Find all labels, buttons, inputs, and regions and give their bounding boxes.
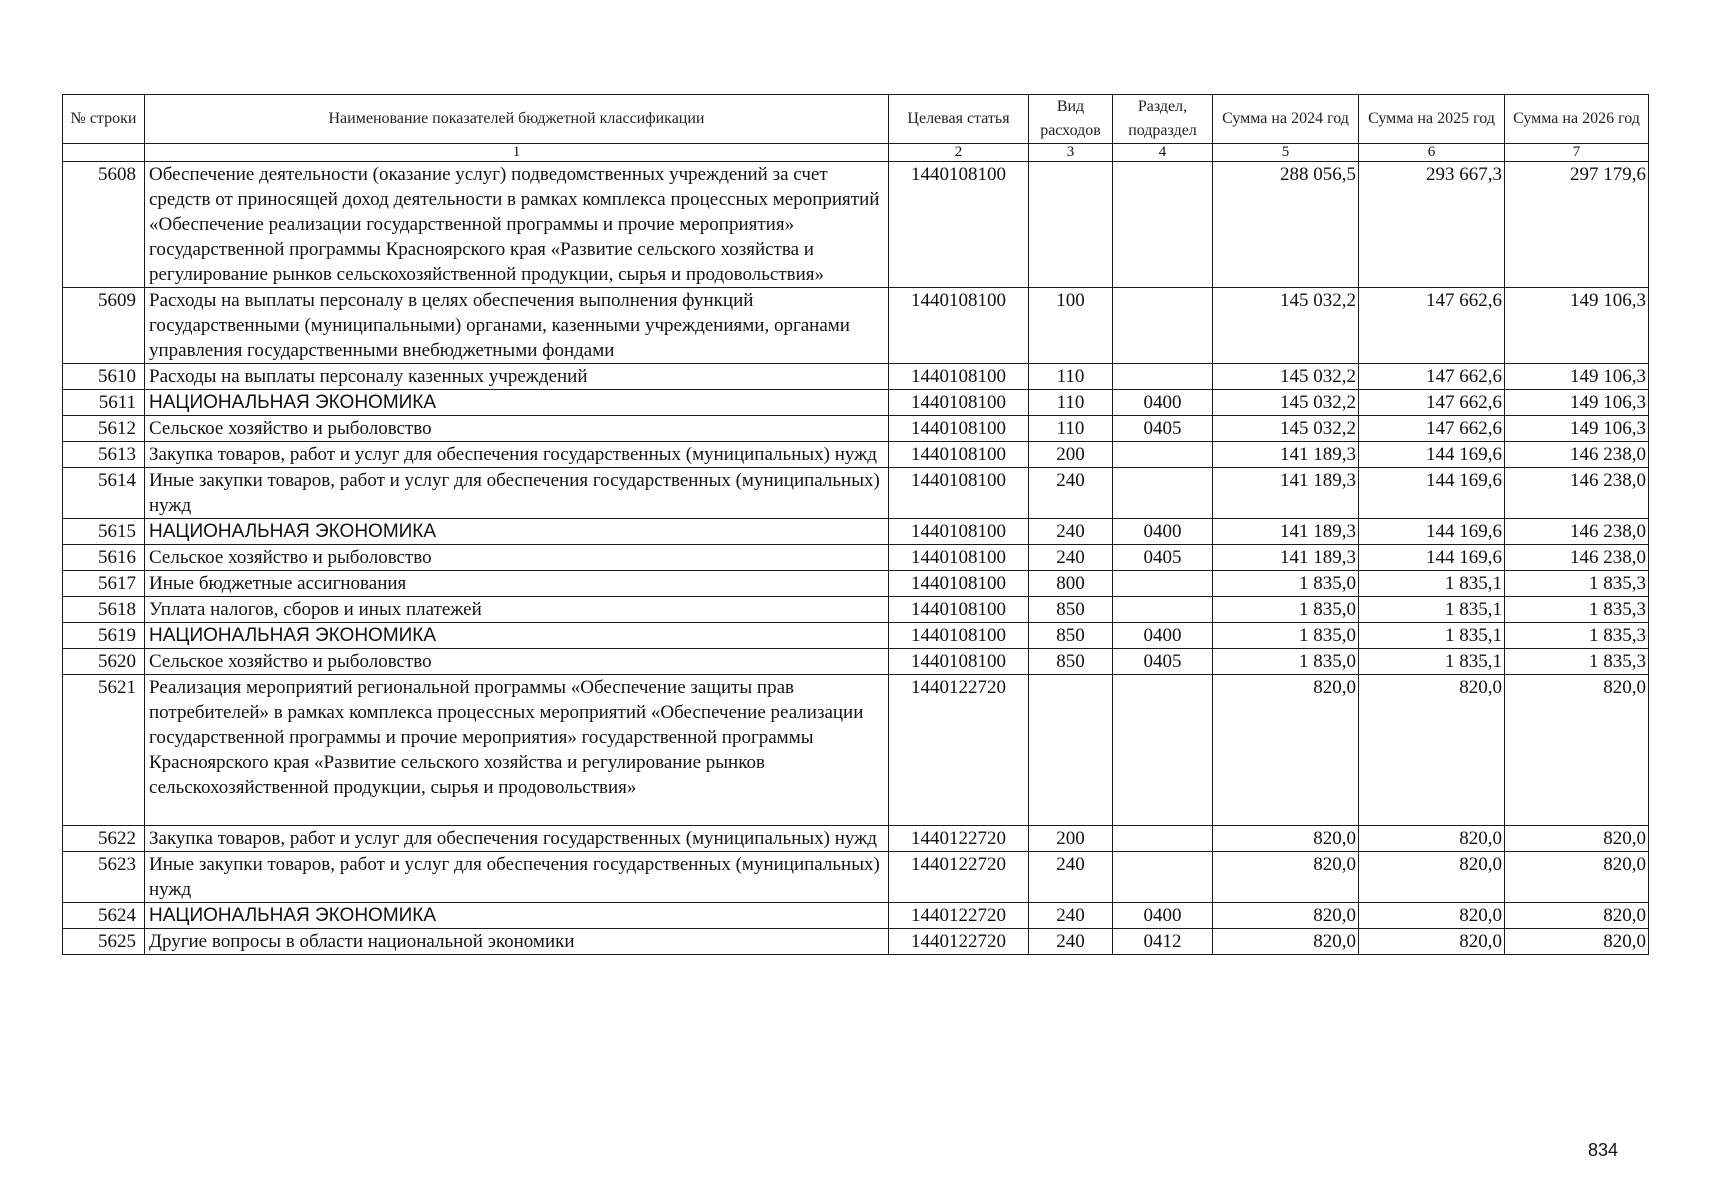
row-sum-2025: 820,0 (1359, 929, 1505, 955)
row-sum-2026: 820,0 (1505, 675, 1649, 826)
header-name: Наименование показателей бюджетной классификации (145, 95, 889, 144)
table-row (63, 288, 1649, 364)
row-target-code: 1440108100 (889, 162, 1029, 288)
row-sum-2025: 147 662,6 (1359, 416, 1505, 442)
header-sum-2024: Сумма на 2024 год (1213, 95, 1359, 144)
row-sum-2026: 1 835,3 (1505, 597, 1649, 623)
row-number: 5625 (63, 929, 145, 955)
row-sum-2025: 147 662,6 (1359, 390, 1505, 416)
row-sum-2025: 144 169,6 (1359, 519, 1505, 545)
header-sum-2025: Сумма на 2025 год (1359, 95, 1505, 144)
row-section: 0400 (1113, 519, 1213, 545)
row-name: Сельское хозяйство и рыболовство (145, 545, 889, 571)
row-sum-2024: 145 032,2 (1213, 364, 1359, 390)
row-expense-kind: 110 (1029, 390, 1113, 416)
column-index: 3 (1029, 144, 1113, 162)
row-sum-2025: 820,0 (1359, 903, 1505, 929)
row-sum-2025: 293 667,3 (1359, 162, 1505, 288)
row-sum-2026: 1 835,3 (1505, 623, 1649, 649)
row-sum-2025: 820,0 (1359, 675, 1505, 826)
row-sum-2026: 149 106,3 (1505, 390, 1649, 416)
row-target-code: 1440108100 (889, 571, 1029, 597)
table-row (63, 852, 1649, 903)
row-sum-2025: 1 835,1 (1359, 649, 1505, 675)
table-row (63, 929, 1649, 955)
table-row (63, 826, 1649, 852)
row-expense-kind: 240 (1029, 852, 1113, 903)
row-target-code: 1440108100 (889, 364, 1029, 390)
row-target-code: 1440108100 (889, 649, 1029, 675)
row-name: Другие вопросы в области национальной экономики (145, 929, 889, 955)
table-row (63, 162, 1649, 288)
table-row (63, 468, 1649, 519)
row-number: 5616 (63, 545, 145, 571)
row-name: Закупка товаров, работ и услуг для обеспечения государственных (муниципальных) нужд (145, 442, 889, 468)
row-sum-2026: 146 238,0 (1505, 442, 1649, 468)
row-target-code: 1440108100 (889, 623, 1029, 649)
row-number: 5611 (63, 390, 145, 416)
row-section (1113, 826, 1213, 852)
row-number: 5610 (63, 364, 145, 390)
row-sum-2024: 141 189,3 (1213, 545, 1359, 571)
row-section: 0400 (1113, 623, 1213, 649)
row-target-code: 1440122720 (889, 675, 1029, 826)
row-sum-2026: 820,0 (1505, 903, 1649, 929)
row-sum-2026: 297 179,6 (1505, 162, 1649, 288)
row-sum-2024: 145 032,2 (1213, 390, 1359, 416)
row-expense-kind: 850 (1029, 623, 1113, 649)
row-sum-2024: 1 835,0 (1213, 597, 1359, 623)
table-row (63, 416, 1649, 442)
table-body (63, 144, 1649, 955)
row-sum-2026: 820,0 (1505, 852, 1649, 903)
row-section (1113, 442, 1213, 468)
row-number: 5619 (63, 623, 145, 649)
row-expense-kind: 240 (1029, 519, 1113, 545)
column-index (63, 144, 145, 162)
row-number: 5613 (63, 442, 145, 468)
row-target-code: 1440122720 (889, 929, 1029, 955)
row-target-code: 1440122720 (889, 826, 1029, 852)
row-target-code: 1440108100 (889, 288, 1029, 364)
row-number: 5623 (63, 852, 145, 903)
row-target-code: 1440108100 (889, 519, 1029, 545)
row-expense-kind: 800 (1029, 571, 1113, 597)
row-number: 5615 (63, 519, 145, 545)
row-section: 0412 (1113, 929, 1213, 955)
row-name: Уплата налогов, сборов и иных платежей (145, 597, 889, 623)
row-name: Иные закупки товаров, работ и услуг для обеспечения государственных (муниципальных) нужд (145, 468, 889, 519)
header-row-no: № строки (63, 95, 145, 144)
header-kind: Вид расходов (1029, 95, 1113, 144)
row-sum-2024: 820,0 (1213, 903, 1359, 929)
table-row (63, 571, 1649, 597)
row-sum-2024: 820,0 (1213, 675, 1359, 826)
row-number: 5617 (63, 571, 145, 597)
row-sum-2024: 820,0 (1213, 826, 1359, 852)
row-sum-2025: 147 662,6 (1359, 364, 1505, 390)
row-sum-2026: 146 238,0 (1505, 545, 1649, 571)
row-name: НАЦИОНАЛЬНАЯ ЭКОНОМИКА (145, 390, 889, 416)
row-expense-kind: 240 (1029, 903, 1113, 929)
row-name: НАЦИОНАЛЬНАЯ ЭКОНОМИКА (145, 903, 889, 929)
row-section: 0405 (1113, 416, 1213, 442)
table-row (63, 519, 1649, 545)
row-sum-2026: 820,0 (1505, 929, 1649, 955)
row-sum-2025: 820,0 (1359, 852, 1505, 903)
row-sum-2024: 141 189,3 (1213, 468, 1359, 519)
row-sum-2024: 1 835,0 (1213, 649, 1359, 675)
row-number: 5620 (63, 649, 145, 675)
row-section: 0400 (1113, 903, 1213, 929)
row-sum-2024: 145 032,2 (1213, 416, 1359, 442)
row-name: Сельское хозяйство и рыболовство (145, 649, 889, 675)
row-sum-2025: 1 835,1 (1359, 623, 1505, 649)
row-target-code: 1440108100 (889, 390, 1029, 416)
row-expense-kind: 240 (1029, 545, 1113, 571)
row-sum-2026: 1 835,3 (1505, 571, 1649, 597)
row-number: 5608 (63, 162, 145, 288)
column-index: 1 (145, 144, 889, 162)
row-number: 5614 (63, 468, 145, 519)
row-sum-2024: 145 032,2 (1213, 288, 1359, 364)
row-section (1113, 162, 1213, 288)
row-name: НАЦИОНАЛЬНАЯ ЭКОНОМИКА (145, 519, 889, 545)
budget-table (62, 94, 1649, 955)
row-number: 5624 (63, 903, 145, 929)
row-sum-2024: 288 056,5 (1213, 162, 1359, 288)
row-expense-kind: 240 (1029, 929, 1113, 955)
row-sum-2026: 146 238,0 (1505, 468, 1649, 519)
row-name: Сельское хозяйство и рыболовство (145, 416, 889, 442)
row-sum-2026: 820,0 (1505, 826, 1649, 852)
row-expense-kind: 110 (1029, 416, 1113, 442)
row-sum-2026: 149 106,3 (1505, 364, 1649, 390)
row-sum-2025: 144 169,6 (1359, 442, 1505, 468)
row-expense-kind (1029, 162, 1113, 288)
header-row (63, 95, 1649, 144)
row-sum-2024: 1 835,0 (1213, 623, 1359, 649)
row-sum-2025: 820,0 (1359, 826, 1505, 852)
row-expense-kind: 240 (1029, 468, 1113, 519)
row-name: Обеспечение деятельности (оказание услуг) подведомственных учреждений за счет средств от приносящей доход деятельности в рамках комплекса процессных мероприятий «Обеспечение реализации государственной программы и прочие мероприятия» государственной программы Красноярского края «Развитие сельского хозяйства и регулирование рынков сельскохозяйственной продукции, сырья и продовольствия» (145, 162, 889, 288)
row-expense-kind: 850 (1029, 597, 1113, 623)
row-expense-kind: 110 (1029, 364, 1113, 390)
row-section (1113, 675, 1213, 826)
header-section: Раздел, подраздел (1113, 95, 1213, 144)
row-sum-2026: 1 835,3 (1505, 649, 1649, 675)
row-sum-2026: 146 238,0 (1505, 519, 1649, 545)
page-number: 834 (1588, 1140, 1619, 1160)
table-row (63, 649, 1649, 675)
row-name: Закупка товаров, работ и услуг для обеспечения государственных (муниципальных) нужд (145, 826, 889, 852)
row-name: Расходы на выплаты персоналу в целях обеспечения выполнения функций государственными (муниципальными) органами, казенными учреждениями, органами управления государственными внебюджетными фондами (145, 288, 889, 364)
table-row (63, 623, 1649, 649)
row-name: Иные бюджетные ассигнования (145, 571, 889, 597)
column-index: 7 (1505, 144, 1649, 162)
row-sum-2024: 820,0 (1213, 929, 1359, 955)
row-section (1113, 571, 1213, 597)
row-number: 5621 (63, 675, 145, 826)
row-target-code: 1440108100 (889, 442, 1029, 468)
row-sum-2025: 144 169,6 (1359, 545, 1505, 571)
row-target-code: 1440108100 (889, 545, 1029, 571)
row-section: 0405 (1113, 649, 1213, 675)
table-row (63, 390, 1649, 416)
table-row (63, 364, 1649, 390)
row-expense-kind (1029, 675, 1113, 826)
column-index: 6 (1359, 144, 1505, 162)
row-sum-2024: 141 189,3 (1213, 519, 1359, 545)
header-target: Целевая статья (889, 95, 1029, 144)
row-sum-2024: 141 189,3 (1213, 442, 1359, 468)
row-target-code: 1440122720 (889, 852, 1029, 903)
header-sum-2026: Сумма на 2026 год (1505, 95, 1649, 144)
row-sum-2025: 144 169,6 (1359, 468, 1505, 519)
row-section: 0405 (1113, 545, 1213, 571)
row-expense-kind: 200 (1029, 826, 1113, 852)
row-expense-kind: 200 (1029, 442, 1113, 468)
row-section (1113, 364, 1213, 390)
row-sum-2025: 1 835,1 (1359, 597, 1505, 623)
row-expense-kind: 850 (1029, 649, 1113, 675)
row-number: 5622 (63, 826, 145, 852)
column-index: 4 (1113, 144, 1213, 162)
row-target-code: 1440122720 (889, 903, 1029, 929)
table-row (63, 597, 1649, 623)
row-section: 0400 (1113, 390, 1213, 416)
row-sum-2024: 1 835,0 (1213, 571, 1359, 597)
row-target-code: 1440108100 (889, 416, 1029, 442)
column-index: 2 (889, 144, 1029, 162)
row-section (1113, 468, 1213, 519)
table-row (63, 545, 1649, 571)
row-target-code: 1440108100 (889, 468, 1029, 519)
row-number: 5612 (63, 416, 145, 442)
row-expense-kind: 100 (1029, 288, 1113, 364)
row-number: 5609 (63, 288, 145, 364)
row-name: Расходы на выплаты персоналу казенных учреждений (145, 364, 889, 390)
table-row (63, 903, 1649, 929)
row-target-code: 1440108100 (889, 597, 1029, 623)
row-name: НАЦИОНАЛЬНАЯ ЭКОНОМИКА (145, 623, 889, 649)
row-sum-2025: 1 835,1 (1359, 571, 1505, 597)
row-name: Иные закупки товаров, работ и услуг для обеспечения государственных (муниципальных) нужд (145, 852, 889, 903)
row-sum-2026: 149 106,3 (1505, 288, 1649, 364)
column-index: 5 (1213, 144, 1359, 162)
row-section (1113, 288, 1213, 364)
row-sum-2024: 820,0 (1213, 852, 1359, 903)
row-sum-2026: 149 106,3 (1505, 416, 1649, 442)
row-section (1113, 852, 1213, 903)
column-index-row (63, 144, 1649, 162)
row-name: Реализация мероприятий региональной программы «Обеспечение защиты прав потребителей» в рамках комплекса процессных мероприятий «Обеспечение реализации государственной программы и прочие мероприятия» государственной программы Красноярского края «Развитие сельского хозяйства и регулирование рынков сельскохозяйственной продукции, сырья и продовольствия» (145, 675, 889, 826)
row-number: 5618 (63, 597, 145, 623)
table-row (63, 442, 1649, 468)
row-sum-2025: 147 662,6 (1359, 288, 1505, 364)
table-row (63, 675, 1649, 826)
row-section (1113, 597, 1213, 623)
